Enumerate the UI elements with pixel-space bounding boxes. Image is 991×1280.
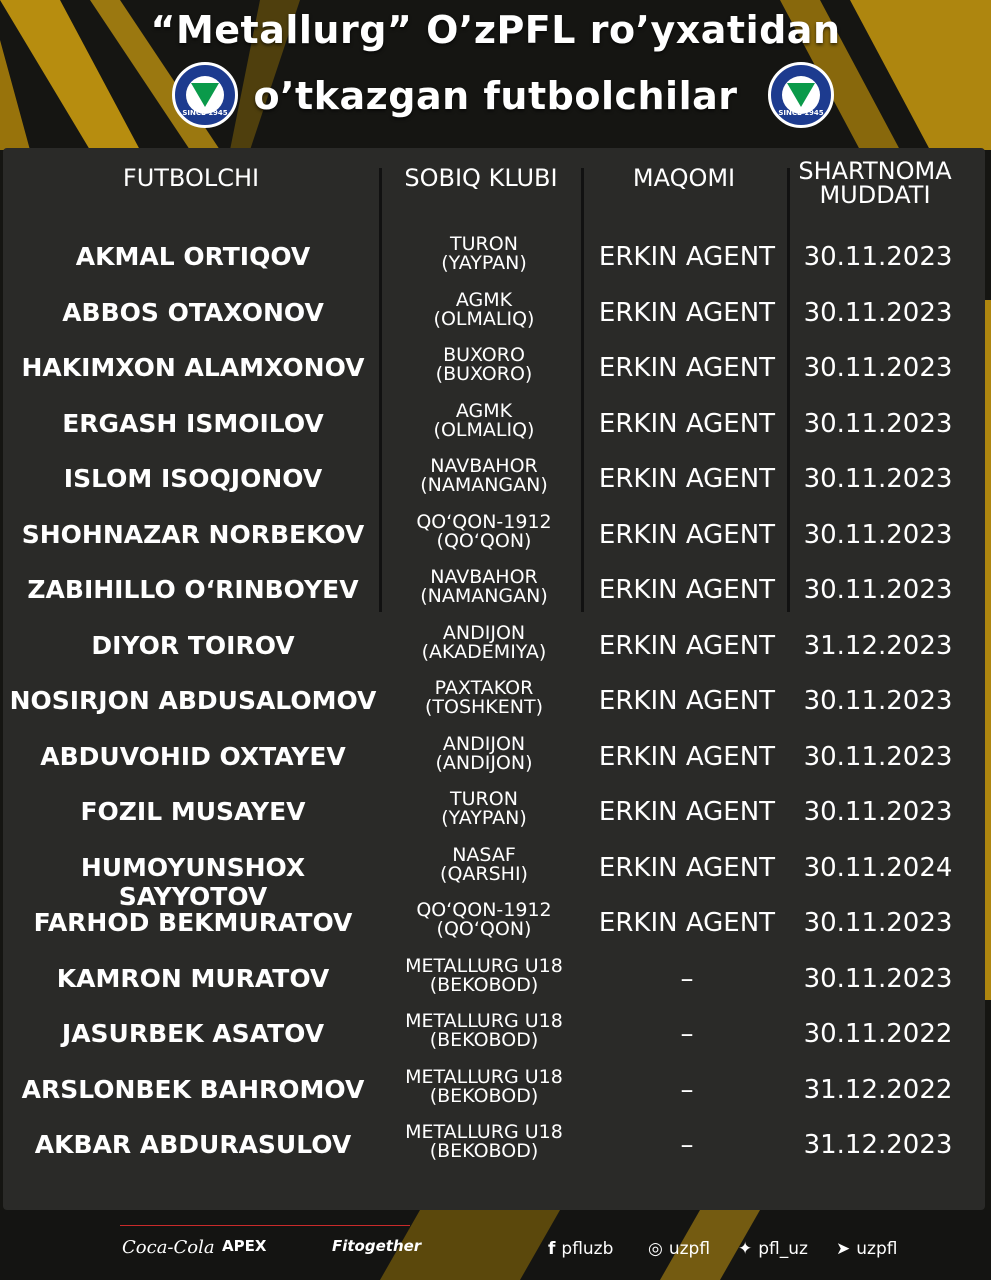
former-club-city: (NAMANGAN) — [420, 585, 548, 607]
former-club-name: AGMK — [455, 399, 513, 422]
facebook-icon: f — [548, 1239, 556, 1259]
former-club-city: (QO‘QON) — [436, 529, 532, 552]
player-status: ERKIN AGENT — [598, 797, 776, 827]
contract-end-date: 30.11.2023 — [803, 686, 953, 716]
contract-end-date: 30.11.2023 — [803, 408, 953, 439]
page-footer — [0, 1215, 991, 1280]
former-club-name: QO‘QON-1912 — [416, 899, 552, 921]
table-row — [3, 616, 985, 672]
page-title: “Metallurg” O’zPFL ro’yxatidan — [150, 8, 841, 52]
former-club-name: TURON — [450, 788, 518, 810]
player-status: ERKIN AGENT — [598, 686, 776, 716]
contract-end-date: 30.11.2023 — [803, 797, 953, 827]
former-club-city: (OLMALIQ) — [433, 418, 535, 441]
former-club-city: (OLMALIQ) — [433, 307, 535, 330]
former-club-name: METALLURG U18 — [405, 954, 563, 977]
social-facebook[interactable]: f pfluzb — [548, 1239, 614, 1259]
former-club — [385, 1123, 583, 1161]
contract-end-date: 30.11.2023 — [803, 464, 953, 494]
former-club — [385, 732, 583, 774]
former-club-city: (AKADEMIYA) — [421, 640, 547, 663]
player-name: ABDUVOHID OXTAYEV — [40, 741, 346, 771]
player-status: – — [680, 1074, 694, 1105]
former-club-city: (ANDIJON) — [435, 751, 533, 774]
former-club-name: BUXORO — [443, 344, 525, 366]
sponsor-fitogether-logo: Fitogether — [332, 1237, 422, 1255]
social-twitter[interactable]: ✦ pfl_uz — [738, 1239, 808, 1259]
former-club — [385, 288, 583, 330]
former-club-name: NAVBAHOR — [430, 566, 538, 588]
table-row — [3, 505, 985, 561]
player-name: ERGASH ISMOILOV — [62, 408, 324, 438]
player-status: ERKIN AGENT — [598, 408, 776, 439]
former-club — [385, 510, 583, 552]
player-name: HUMOYUNSHOX SAYYOTOV — [80, 852, 306, 911]
table-row — [3, 338, 985, 394]
contract-end-date: 30.11.2023 — [803, 242, 953, 272]
player-name: FARHOD BEKMURATOV — [33, 908, 353, 937]
instagram-icon: ◎ — [648, 1239, 663, 1259]
contract-end-date: 30.11.2024 — [803, 852, 953, 883]
former-club — [385, 1012, 583, 1050]
contract-end-date: 30.11.2023 — [803, 741, 953, 772]
former-club-name: QO‘QON-1912 — [416, 510, 552, 533]
player-name: ABBOS OTAXONOV — [62, 297, 324, 327]
column-header-player: FUTBOLCHI — [122, 164, 260, 192]
column-header-status: MAQOMI — [632, 164, 736, 192]
table-row — [3, 394, 985, 450]
contract-end-date: 31.12.2023 — [803, 1130, 953, 1160]
contract-end-date: 30.11.2023 — [803, 575, 953, 605]
former-club-city: (QARSHI) — [440, 862, 528, 885]
table-row — [3, 949, 985, 1005]
former-club-city: (BEKOBOD) — [429, 1029, 539, 1051]
contract-end-date: 30.11.2023 — [803, 908, 953, 938]
contract-end-date: 31.12.2022 — [803, 1074, 953, 1105]
former-club-name: METALLURG U18 — [405, 1065, 563, 1088]
former-club-city: (YAYPAN) — [441, 252, 527, 274]
table-row — [3, 283, 985, 339]
page-header — [0, 0, 991, 150]
social-instagram[interactable]: ◎ uzpfl — [648, 1239, 711, 1259]
former-club — [385, 457, 583, 495]
contract-end-date: 30.11.2023 — [803, 353, 953, 383]
former-club-name: NASAF — [452, 843, 516, 866]
former-club-name: AGMK — [455, 288, 513, 311]
table-row — [3, 227, 985, 283]
table-row — [3, 560, 985, 616]
column-header-former-club: SOBIQ KLUBI — [404, 164, 558, 192]
former-club — [385, 346, 583, 384]
sponsor-apex-logo: APEX — [222, 1237, 267, 1255]
former-club — [385, 399, 583, 441]
former-club-name: METALLURG U18 — [405, 1010, 563, 1032]
former-club — [385, 235, 583, 273]
player-name: NOSIRJON ABDUSALOMOV — [9, 686, 377, 715]
player-status: ERKIN AGENT — [598, 908, 776, 938]
former-club — [385, 954, 583, 996]
player-status: – — [680, 1019, 694, 1049]
twitter-icon: ✦ — [738, 1239, 753, 1259]
former-club-city: (QO‘QON) — [436, 918, 532, 940]
player-status: ERKIN AGENT — [598, 852, 776, 883]
player-name: DIYOR TOIROV — [91, 630, 295, 660]
player-status: ERKIN AGENT — [598, 741, 776, 772]
sponsor-coca-cola-logo: Coca-Cola — [122, 1237, 215, 1258]
player-name: AKBAR ABDURASULOV — [34, 1130, 352, 1159]
player-status: ERKIN AGENT — [598, 519, 776, 550]
sponsor-divider — [120, 1225, 410, 1226]
contract-end-date: 30.11.2023 — [803, 519, 953, 550]
club-emblem-icon — [787, 83, 815, 107]
player-name: FOZIL MUSAYEV — [80, 797, 306, 826]
table-row — [3, 1115, 985, 1171]
table-row — [3, 1060, 985, 1116]
column-header-contract: SHARTNOMA MUDDATI — [798, 157, 952, 209]
page-subtitle: o’tkazgan futbolchilar — [253, 74, 738, 118]
player-status: ERKIN AGENT — [598, 242, 776, 272]
player-name: AKMAL ORTIQOV — [75, 242, 311, 271]
former-club — [385, 679, 583, 717]
player-name: ISLOM ISOQJONOV — [63, 464, 323, 493]
player-status: – — [680, 1130, 694, 1160]
former-club — [385, 901, 583, 939]
former-club-name: ANDIJON — [442, 732, 526, 755]
former-club-city: (BEKOBOD) — [429, 1140, 539, 1162]
player-status: ERKIN AGENT — [598, 630, 776, 661]
former-club-city: (BEKOBOD) — [429, 1084, 539, 1107]
former-club-city: (NAMANGAN) — [420, 474, 548, 496]
former-club-city: (YAYPAN) — [441, 807, 527, 829]
former-club-city: (BUXORO) — [435, 363, 533, 385]
former-club-name: TURON — [450, 233, 518, 255]
telegram-icon: ➤ — [836, 1239, 851, 1259]
former-club-name: ANDIJON — [442, 621, 526, 644]
contract-end-date: 30.11.2022 — [803, 1019, 953, 1049]
former-club-city: (BEKOBOD) — [429, 973, 539, 996]
table-row — [3, 671, 985, 727]
former-club-name: METALLURG U18 — [405, 1121, 563, 1143]
player-name: SHOHNAZAR NORBEKOV — [21, 519, 365, 549]
former-club — [385, 1065, 583, 1107]
club-logo-left: SINCE 1945 — [172, 62, 238, 128]
player-name: HAKIMXON ALAMXONOV — [21, 353, 365, 382]
player-status: ERKIN AGENT — [598, 575, 776, 605]
former-club-name: NAVBAHOR — [430, 455, 538, 477]
player-status: ERKIN AGENT — [598, 353, 776, 383]
player-name: ARSLONBEK BAHROMOV — [21, 1074, 365, 1104]
table-row — [3, 1004, 985, 1060]
contract-end-date: 30.11.2023 — [803, 297, 953, 328]
former-club — [385, 790, 583, 828]
table-row — [3, 782, 985, 838]
table-row — [3, 893, 985, 949]
former-club — [385, 568, 583, 606]
club-logo-right: SINCE 1945 — [768, 62, 834, 128]
former-club — [385, 621, 583, 663]
contract-end-date: 30.11.2023 — [803, 963, 953, 994]
former-club-city: (TOSHKENT) — [424, 696, 544, 718]
social-telegram[interactable]: ➤ uzpfl — [836, 1239, 898, 1259]
table-row — [3, 449, 985, 505]
player-name: KAMRON MURATOV — [56, 963, 330, 993]
player-status: – — [680, 963, 694, 994]
player-status: ERKIN AGENT — [598, 464, 776, 494]
former-club-name: PAXTAKOR — [434, 677, 534, 699]
player-name: ZABIHILLO O‘RINBOYEV — [27, 575, 359, 604]
player-status: ERKIN AGENT — [598, 297, 776, 328]
contract-end-date: 31.12.2023 — [803, 630, 953, 661]
table-row — [3, 727, 985, 783]
player-name: JASURBEK ASATOV — [61, 1019, 325, 1048]
former-club — [385, 843, 583, 885]
